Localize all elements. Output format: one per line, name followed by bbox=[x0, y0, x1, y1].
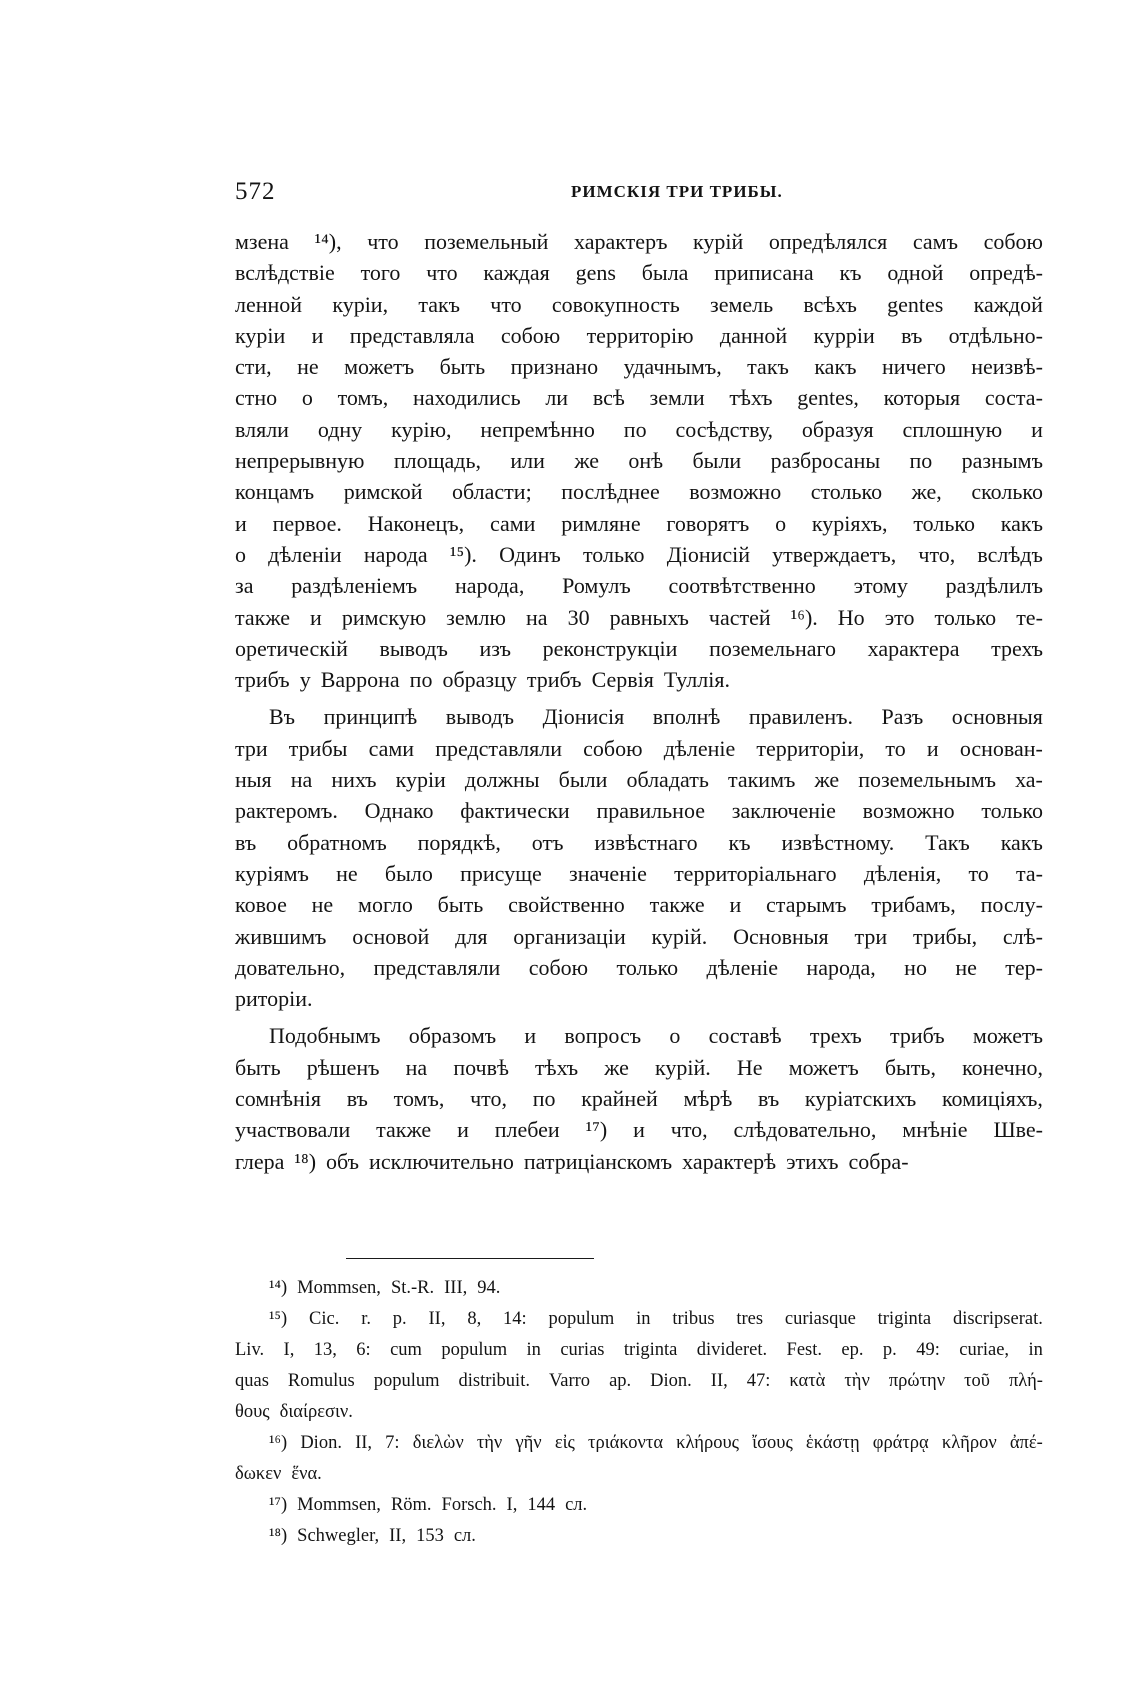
text-line: ныя на нихъ куріи должны были обладать такимъ же поземельнымъ ха- bbox=[235, 767, 1043, 793]
text-line: рактеромъ. Однако фактически правильное заключеніе возможно только bbox=[235, 798, 1043, 824]
text-line: три трибы сами представляли собою дѣленіе территоріи, то и основан- bbox=[235, 735, 1043, 761]
text-line: риторіи. bbox=[235, 986, 313, 1012]
text-line: также и римскую землю на 30 равныхъ частей ¹⁶). Но это только те- bbox=[235, 604, 1043, 630]
text-line: и первое. Наконецъ, сами римляне говорятъ о куріяхъ, только какъ bbox=[235, 510, 1043, 536]
text-line: довательно, представляли собою только дѣленіе народа, но не тер- bbox=[235, 954, 1043, 980]
footnote-line: quas Romulus populum distribuit. Varro ap. Dion. II, 47: κατὰ τὴν πρώτην τοῦ πλή- bbox=[235, 1371, 1043, 1391]
text-line: глера ¹⁸) объ исключительно патриціанскомъ характерѣ этихъ собра- bbox=[235, 1148, 909, 1174]
text-line: Въ принципѣ выводъ Діонисія вполнѣ правиленъ. Разъ основныя bbox=[269, 704, 1043, 730]
text-line: куріи и представляла собою территорію данной курріи въ отдѣльно- bbox=[235, 322, 1043, 348]
text-line: сти, не можетъ быть признано удачнымъ, такъ какъ ничего неизвѣ- bbox=[235, 354, 1043, 380]
text-line: вляли одну курію, непремѣнно по сосѣдству, образуя сплошную и bbox=[235, 416, 1043, 442]
text-line: непрерывную площадь, или же онѣ были разбросаны по разнымъ bbox=[235, 448, 1043, 474]
footnote-line: ¹⁷) Mommsen, Röm. Forsch. I, 144 сл. bbox=[269, 1495, 588, 1515]
text-line: трибъ у Варрона по образцу трибъ Сервія Туллія. bbox=[235, 667, 730, 693]
text-line: жившимъ основой для организаціи курій. Основныя три трибы, слѣ- bbox=[235, 923, 1043, 949]
text-line: участвовали также и плебеи ¹⁷) и что, слѣдовательно, мнѣніе Шве- bbox=[235, 1117, 1043, 1143]
footnote-line: ¹⁶) Dion. II, 7: διελὼν τὴν γῆν εἰς τριάκοντα κλήρους ἴσους ἑκάστῃ φράτρᾳ κλῆρον ἀπέ- bbox=[269, 1433, 1043, 1453]
text-line: о дѣленіи народа ¹⁵). Одинъ только Діонисій утверждаетъ, что, вслѣдъ bbox=[235, 541, 1043, 567]
running-title: РИМСКІЯ ТРИ ТРИБЫ. bbox=[571, 182, 783, 201]
text-line: стно о томъ, находились ли всѣ земли тѣхъ gentes, которыя соста- bbox=[235, 385, 1043, 411]
footnote-line: δωκεν ἕνα. bbox=[235, 1464, 322, 1484]
footnote-divider bbox=[346, 1258, 594, 1259]
footnotes bbox=[235, 1273, 1043, 1552]
text-line: мзена ¹⁴), что поземельный характеръ курій опредѣлялся самъ собою bbox=[235, 229, 1043, 254]
text-line: сомнѣнія въ томъ, что, по крайней мѣрѣ въ куріатскихъ комиціяхъ, bbox=[235, 1086, 1043, 1112]
page-number: 572 bbox=[235, 178, 276, 205]
text-line: быть рѣшенъ на почвѣ тѣхъ же курій. Не можетъ быть, конечно, bbox=[235, 1054, 1043, 1080]
footnote-line: Liv. I, 13, 6: cum populum in curias triginta divideret. Fest. ep. p. 49: curiae, in bbox=[235, 1340, 1043, 1360]
footnote-line: θους διαίρεσιν. bbox=[235, 1402, 353, 1422]
text-line: въ обратномъ порядкѣ, отъ извѣстнаго къ извѣстному. Такъ какъ bbox=[235, 829, 1043, 855]
text-line: ленной куріи, такъ что совокупность земель всѣхъ gentes каждой bbox=[235, 291, 1043, 317]
text-line: за раздѣленіемъ народа, Ромулъ соотвѣтственно этому раздѣлилъ bbox=[235, 573, 1043, 599]
text-line: вслѣдствіе того что каждая gens была приписана къ одной опредѣ- bbox=[235, 260, 1043, 286]
footnote-line: ¹⁸) Schwegler, II, 153 сл. bbox=[269, 1526, 476, 1546]
text-line: Подобнымъ образомъ и вопросъ о составѣ трехъ трибъ можетъ bbox=[269, 1023, 1043, 1049]
text-line: куріямъ не было присуще значеніе территоріальнаго дѣленія, то та- bbox=[235, 860, 1043, 886]
footnote-line: ¹⁴) Mommsen, St.-R. III, 94. bbox=[269, 1278, 501, 1298]
text-line: оретическій выводъ изъ реконструкціи поземельнаго характера трехъ bbox=[235, 635, 1043, 661]
text-line: концамъ римской области; послѣднее возможно столько же, сколько bbox=[235, 479, 1043, 505]
running-head bbox=[235, 178, 1043, 212]
text-line: ковое не могло быть свойственно также и старымъ трибамъ, послу- bbox=[235, 892, 1043, 918]
body-text bbox=[235, 226, 1043, 1177]
footnote-line: ¹⁵) Cic. r. p. II, 8, 14: populum in tribus tres curiasque triginta discripserat. bbox=[269, 1309, 1043, 1329]
